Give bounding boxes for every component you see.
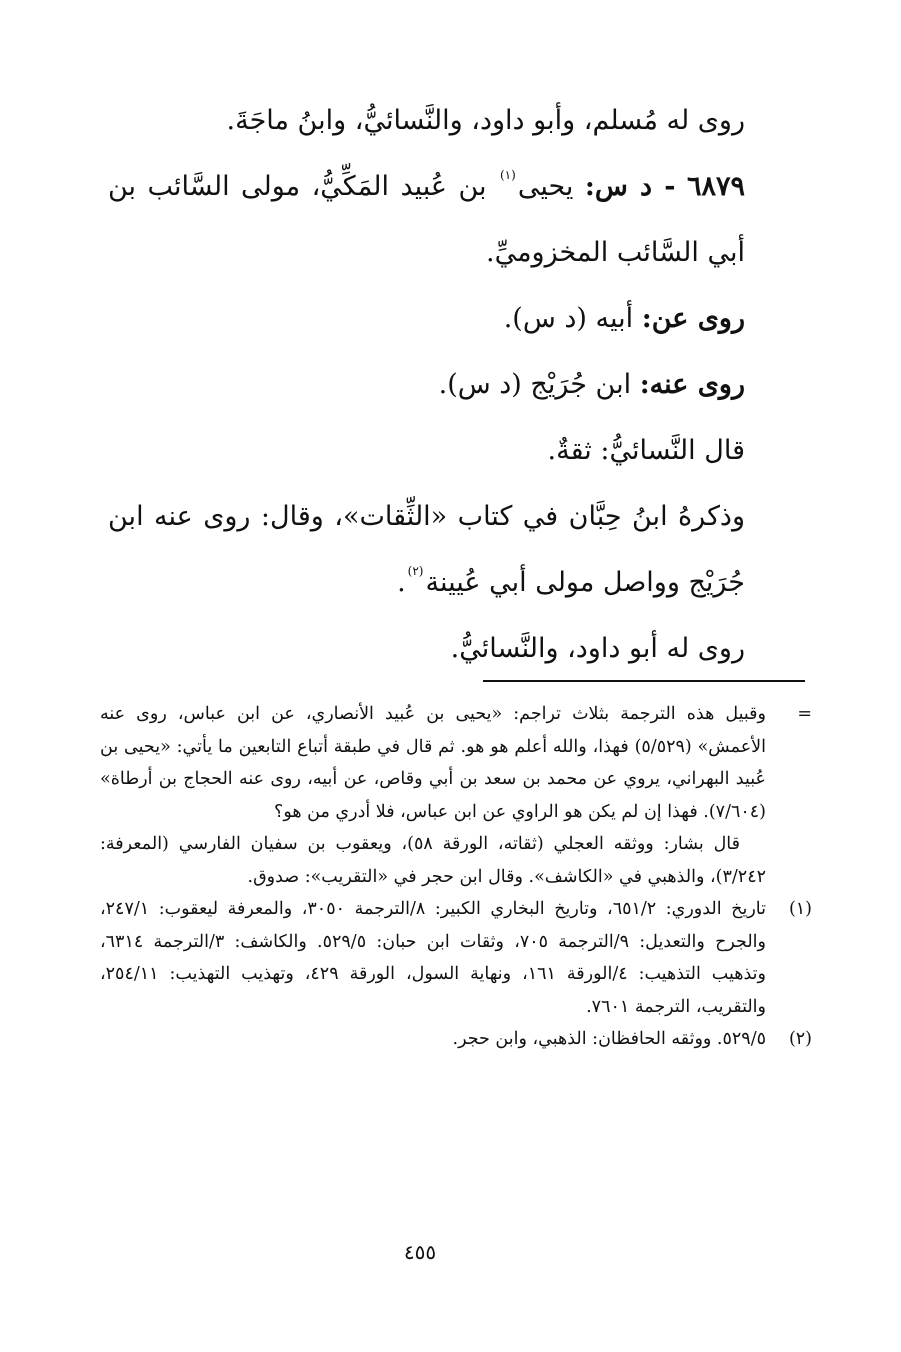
footnotes [100, 698, 812, 1056]
narrated-from-text: أبيه (د س). [503, 303, 634, 334]
entry-name-rest: بن عُبيد المَكِّيُّ، مولى السَّائب بن أبي السَّائب المخزوميِّ. [108, 171, 745, 268]
entry-number: ٦٨٧٩ [686, 171, 745, 202]
entry-name-first: يحيى [517, 171, 574, 202]
footnote-ref-2: (٢) [407, 564, 424, 578]
footnote-1-text: تاريخ الدوري: ٦٥١/٢، وتاريخ البخاري الكبير: ٨/الترجمة ٣٠٥٠، والمعرفة ليعقوب: ٢٤٧/١، والجرح والتعديل: ٩/الترجمة ٧٠٥، وثقات ابن حبان: ٥٢٩/٥. والكاشف: ٣/الترجمة ٦٣١٤، وتذهيب التذهيب: ٤/الورقة ١٦١، ونهاية السول، الورقة ٤٢٩، وتهذيب التهذيب: ٢٥٤/١١، والتقريب، الترجمة ٧٦٠١. [100, 899, 766, 1017]
footnote-2-text: ٥٢٩/٥. ووثقه الحافظان: الذهبي، وابن حجر. [452, 1029, 766, 1049]
narrated-from-label: روى عن: [641, 303, 745, 334]
footnote-2-mark: (٢) [788, 1029, 812, 1049]
continuation-text: وقبيل هذه الترجمة بثلاث تراجم: «يحيى بن عُبيد الأنصاري، عن ابن عباس، روى عنه الأعمش» (٥/٥٢٩) فهذا، والله أعلم هو هو. ثم قال في طبقة أتباع التابعين ما يأتي: «يحيى بن عُبيد البهراني، يروي عن محمد بن سعد بن أبي وقاص، عن أبيه، روى عنه الحجاج بن أرطاة» (٧/٦٠٤). فهذا إن لم يكن هو الراوي عن ابن عباس، فلا أدري من هو؟ [100, 704, 767, 822]
transmitted-by-line: روى له أبو داود، والنَّسائيُّ. [450, 633, 745, 664]
footnote-ref-1: (١) [499, 168, 516, 182]
ibn-hibban-paragraph [108, 484, 813, 616]
narrators-line: روى له مُسلم، وأبو داود، والنَّسائيُّ، وابنُ ماجَةَ. [226, 105, 745, 136]
ibn-hibban-end: . [397, 567, 406, 598]
nasai-line: قال النَّسائيُّ: ثقةٌ. [547, 435, 745, 466]
narrated-by-text: ابن جُرَيْج (د س). [438, 369, 632, 400]
bashar-note: قال بشار: ووثقه العجلي (ثقاته، الورقة ٥٨)، ويعقوب بن سفيان الفارسي (المعرفة: ٣/٢٤٢)، والذهبي في «الكاشف». وقال ابن حجر في «التقريب»: صدوق. [100, 834, 766, 887]
footnote-1-mark: (١) [788, 899, 812, 919]
footnote-separator [483, 680, 805, 682]
narrated-from-line [108, 286, 813, 352]
footnote-1 [100, 893, 812, 1023]
main-text [108, 88, 813, 682]
entry-heading [108, 154, 813, 286]
continuation-mark: = [797, 704, 812, 724]
page-number: ٤٥٥ [403, 1240, 437, 1264]
narrated-by-line [108, 352, 813, 418]
footnote-continuation [100, 698, 812, 828]
narrated-by-label: روى عنه: [639, 369, 745, 400]
entry-codes: - د س: [584, 171, 676, 202]
ibn-hibban-text: وذكرهُ ابنُ حِبَّان في كتاب «الثِّقات»، وقال: روى عنه ابن جُرَيْج وواصل مولى أبي عُيينة [108, 501, 745, 598]
footnote-2 [100, 1023, 812, 1056]
